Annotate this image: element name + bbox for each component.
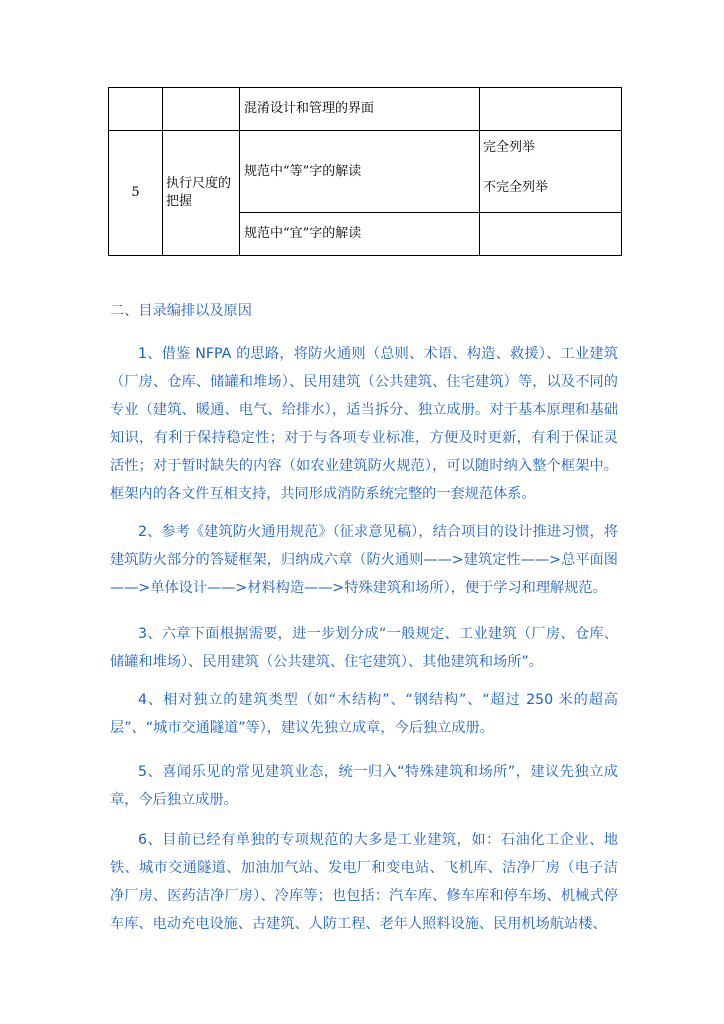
paragraph-block	[110, 340, 618, 508]
table-cell	[163, 88, 240, 131]
note-incomplete-enumeration: 不完全列举	[483, 179, 549, 195]
regulation-table	[108, 87, 622, 256]
paragraph-block	[110, 826, 618, 938]
table-cell	[480, 88, 622, 131]
row-item: 规范中“宜”字的解读	[244, 226, 362, 241]
table-cell	[240, 131, 480, 213]
paragraph-5: 5、喜闻乐见的常见建筑业态，统一归入“特殊建筑和场所”，建议先独立成章，今后独立成册。	[110, 764, 618, 808]
row-number: 5	[109, 131, 163, 256]
table-cell	[109, 88, 163, 131]
row-item: 规范中“等”字的解读	[244, 163, 362, 179]
row-text: 混淆设计和管理的界面	[244, 101, 375, 116]
table-cell	[240, 213, 480, 256]
note-complete-enumeration: 完全列举	[483, 139, 536, 155]
paragraph-3: 3、六章下面根据需要，进一步划分成“一般规定、工业建筑（厂房、仓库、储罐和堆场）、民用建筑（公共建筑、住宅建筑）、其他建筑和场所”。	[110, 626, 618, 670]
paragraph-1: 1、借鉴 NFPA 的思路，将防火通则（总则、术语、构造、救援）、工业建筑（厂房、仓库、储罐和堆场）、民用建筑（公共建筑、住宅建筑）等，以及不同的专业（建筑、暖通、电气、给排水），适当拆分、独立成册。对于基本原理和基础知识，有利于保持稳定性；对于与各项专业标准，方便及时更新，有利于保证灵活性；对于暂时缺失的内容（如农业建筑防火规范），可以随时纳入整个框架中。框架内的各文件互相支持，共同形成消防系统完整的一套规范体系。	[110, 346, 618, 502]
paragraph-6: 6、目前已经有单独的专项规范的大多是工业建筑，如：石油化工企业、地铁、城市交通隧道、加油加气站、发电厂和变电站、飞机库、洁净厂房（电子洁净厂房、医药洁净厂房）、冷库等；也包括：汽车库、修车库和停车场、机械式停车库、电动充电设施、古建筑、人防工程、老年人照料设施、民用机场航站楼、	[110, 832, 618, 932]
table-cell	[240, 88, 480, 131]
table-row	[109, 88, 622, 131]
row-category: 执行尺度的把握	[163, 131, 240, 256]
paragraph-2: 2、参考《建筑防火通用规范》（征求意见稿），结合项目的设计推进习惯，将建筑防火部分的答疑框架，归纳成六章（防火通则——>建筑定性——>总平面图——>单体设计——>材料构造——>特殊建筑和场所），便于学习和理解规范。	[110, 524, 618, 596]
paragraph-block	[110, 686, 618, 742]
table-cell	[480, 213, 622, 256]
section-heading: 二、目录编排以及原因	[110, 303, 252, 319]
paragraph-block	[110, 758, 618, 814]
paragraph-4: 4、相对独立的建筑类型（如“木结构”、“钢结构”、“超过 250 米的超高层”、“城市交通隧道”等），建议先独立成章，今后独立成册。	[110, 692, 618, 736]
paragraph-block	[110, 620, 618, 676]
table-row	[109, 131, 622, 213]
paragraph-block	[110, 518, 618, 602]
table-cell	[480, 131, 622, 213]
